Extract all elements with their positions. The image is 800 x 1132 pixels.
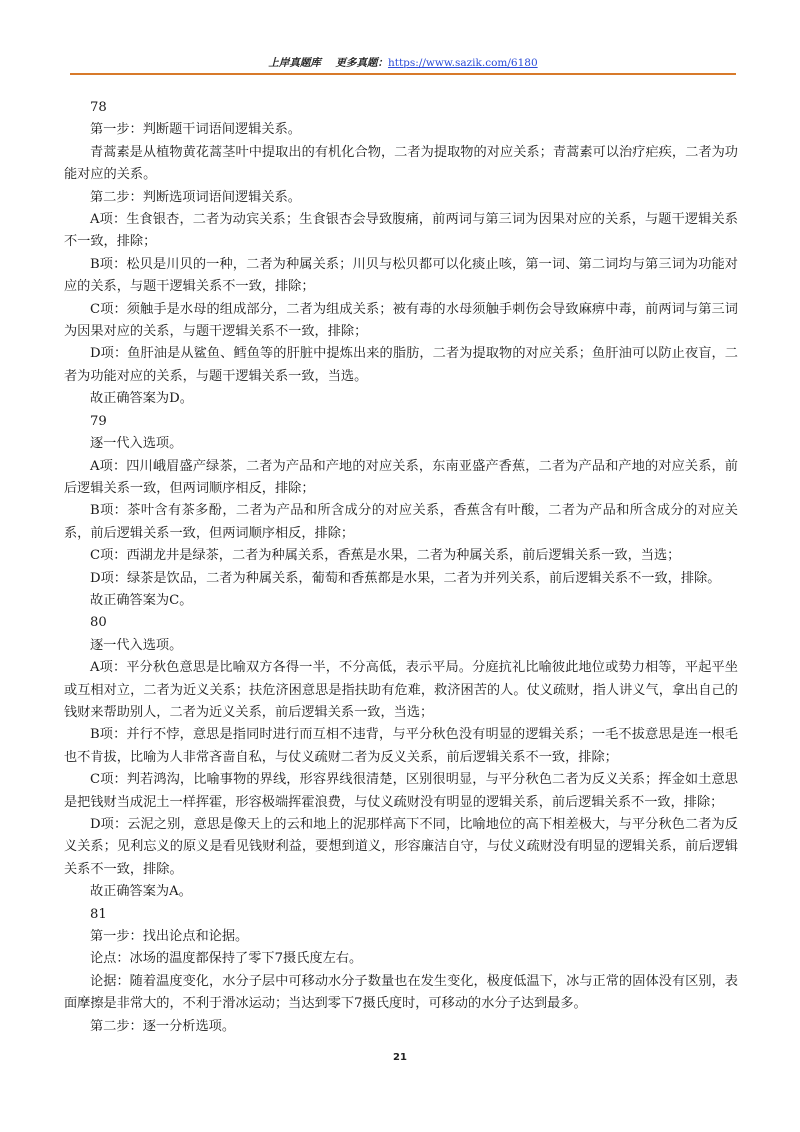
paragraph: 第二步：逐一分析选项。 <box>90 1018 236 1034</box>
paragraph: 论点：冰场的温度都保持了零下7摄氏度左右。 <box>90 951 363 967</box>
question-number: 81 <box>90 906 107 922</box>
paragraph: 逐一代入选项。 <box>90 637 183 653</box>
paragraph: 故正确答案为D。 <box>90 391 193 407</box>
paragraph: 第一步：找出论点和论据。 <box>90 929 249 945</box>
paragraph: B项：并行不悖，意思是指同时进行而互相不违背，与平分秋色没有明显的逻辑关系；一毛不拔意思是连一根毛也不肯拔，比喻为人非常吝啬自私，与仗义疏财二者为反义关系，前后逻辑关系不一致，排除； <box>64 727 738 765</box>
paragraph: D项：云泥之别，意思是像天上的云和地上的泥那样高下不同，比喻地位的高下相差极大，与平分秋色二者为反义关系；见利忘义的原义是看见钱财利益，要想到道义，形容廉洁自守，与仗义疏财没有明显的逻辑关系，前后逻辑关系不一致，排除。 <box>64 817 738 877</box>
paragraph: C项：判若鸿沟，比喻事物的界线，形容界线很清楚，区别很明显，与平分秋色二者为反义关系；挥金如土意思是把钱财当成泥土一样挥霍，形容极端挥霍浪费，与仗义疏财没有明显的逻辑关系，前后逻辑关系不一致，排除； <box>64 772 738 810</box>
paragraph: D项：鱼肝油是从鲨鱼、鳕鱼等的肝脏中提炼出来的脂肪，二者为提取物的对应关系；鱼肝油可以防止夜盲，二者为功能对应的关系，与题干逻辑关系一致，当选。 <box>64 346 738 384</box>
page-number: 21 <box>393 1052 407 1063</box>
paragraph: A项：四川峨眉盛产绿茶，二者为产品和产地的对应关系，东南亚盛产香蕉，二者为产品和产地的对应关系，前后逻辑关系一致，但两词顺序相反，排除； <box>64 458 738 496</box>
page-body <box>64 97 738 1038</box>
paragraph: B项：茶叶含有茶多酚，二者为产品和所含成分的对应关系，香蕉含有叶酸，二者为产品和所含成分的对应关系，前后逻辑关系一致，但两词顺序相反，排除； <box>64 503 738 541</box>
paragraph: A项：生食银杏，二者为动宾关系；生食银杏会导致腹痛，前两词与第三词为因果对应的关系，与题干逻辑关系不一致，排除； <box>64 212 738 250</box>
header-more-label: 更多真题： <box>335 57 388 69</box>
paragraph: 第二步：判断选项词语间逻辑关系。 <box>90 189 301 205</box>
question-number: 80 <box>90 615 107 631</box>
paragraph: 故正确答案为A。 <box>90 884 192 900</box>
page-header <box>70 56 736 70</box>
paragraph: C项：须触手是水母的组成部分，二者为组成关系；被有毒的水母须触手刺伤会导致麻痹中毒，前两词与第三词为因果对应的关系，与题干逻辑关系不一致，排除； <box>64 301 738 340</box>
question-number: 79 <box>90 413 107 429</box>
paragraph: 第一步：判断题干词语间逻辑关系。 <box>90 122 301 138</box>
paragraph: B项：松贝是川贝的一种，二者为种属关系；川贝与松贝都可以化痰止咳，第一词、第二词均与第三词为功能对应的关系，与题干逻辑关系不一致，排除； <box>64 256 738 295</box>
paragraph: 故正确答案为C。 <box>90 592 193 608</box>
paragraph: C项：西湖龙井是绿茶，二者为种属关系，香蕉是水果，二者为种属关系，前后逻辑关系一致，当选； <box>90 548 681 564</box>
header-divider <box>70 73 736 75</box>
header-url-link[interactable]: https://www.sazik.com/6180 <box>387 57 538 69</box>
question-number: 78 <box>90 100 107 115</box>
paragraph: D项：绿茶是饮品，二者为种属关系，葡萄和香蕉都是水果，二者为并列关系，前后逻辑关系不一致，排除。 <box>90 570 721 586</box>
paragraph: 论据：随着温度变化，水分子层中可移动水分子数量也在发生变化，极度低温下，冰与正常的固体没有区别，表面摩擦是非常大的，不利于滑冰运动；当达到零下7摄氏度时，可移动的水分子达到最多。 <box>64 973 738 1012</box>
paragraph: 逐一代入选项。 <box>90 436 183 452</box>
paragraph: 青蒿素是从植物黄花蒿茎叶中提取出的有机化合物，二者为提取物的对应关系；青蒿素可以治疗疟疾，二者为功能对应的关系。 <box>64 144 738 183</box>
header-site-name: 上岸真题库 <box>268 57 321 69</box>
paragraph: A项：平分秋色意思是比喻双方各得一半，不分高低，表示平局。分庭抗礼比喻彼此地位或势力相等，平起平坐或互相对立，二者为近义关系；扶危济困意思是指扶助有危难，救济困苦的人。仗义疏财，指人讲义气，拿出自己的钱财来帮助别人，二者为近义关系，前后逻辑关系一致，当选； <box>64 660 738 720</box>
